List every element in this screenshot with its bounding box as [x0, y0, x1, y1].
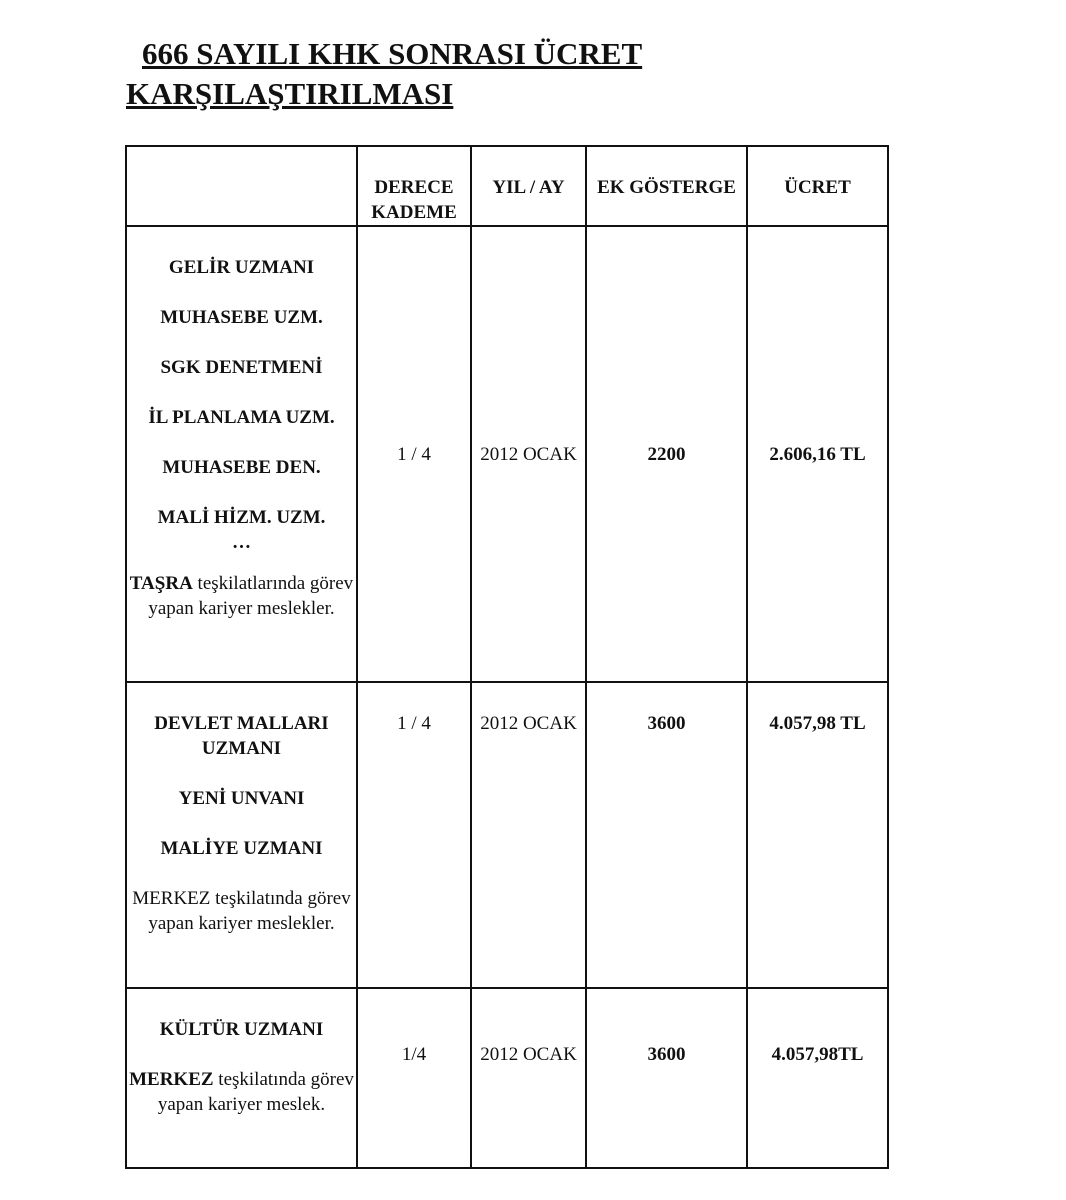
- row-note: [127, 571, 356, 621]
- yil-ay-cell: 2012 OCAK: [471, 682, 586, 988]
- position-name: MALİYE UZMANI: [160, 838, 323, 859]
- row-note: [127, 1067, 356, 1117]
- header-derece-kademe: DERECE KADEME: [357, 146, 471, 226]
- note-emphasis: MERKEZ: [132, 888, 211, 909]
- table-header-row: [126, 146, 888, 226]
- positions-cell: [126, 988, 357, 1168]
- position-name: GELİR UZMANI: [168, 257, 315, 278]
- comparison-table: [125, 145, 889, 1169]
- position-name: SGK DENETMENİ: [160, 357, 323, 378]
- yil-ay-cell: 2012 OCAK: [471, 988, 586, 1168]
- derece-cell: 1/4: [357, 988, 471, 1168]
- header-ek-gosterge: EK GÖSTERGE: [586, 146, 747, 226]
- positions-cell: [126, 682, 357, 988]
- ucret-cell: 4.057,98 TL: [747, 682, 888, 988]
- ek-gosterge-cell: 3600: [586, 682, 747, 988]
- position-name: MALİ HİZM. UZM.: [157, 507, 326, 528]
- header-ucret: ÜCRET: [747, 146, 888, 226]
- table-row: [126, 988, 888, 1168]
- ucret-cell: 2.606,16 TL: [747, 226, 888, 682]
- yil-ay-cell: 2012 OCAK: [471, 226, 586, 682]
- ek-gosterge-cell: 3600: [586, 988, 747, 1168]
- position-name: YENİ UNVANI: [178, 788, 305, 809]
- title-line-1: 666 SAYILI KHK SONRASI ÜCRET: [142, 36, 643, 71]
- position-name: MUHASEBE DEN.: [162, 457, 321, 478]
- position-name: DEVLET MALLARI UZMANI: [154, 713, 329, 759]
- note-text: teşkilatında görev yapan kariyer meslek.: [157, 1069, 354, 1115]
- header-yil-ay: YIL / AY: [471, 146, 586, 226]
- ucret-cell: 4.057,98TL: [747, 988, 888, 1168]
- table-row: [126, 682, 888, 988]
- note-emphasis: TAŞRA: [129, 573, 193, 594]
- note-text: teşkilatında görev yapan kariyer meslekler.: [148, 888, 351, 934]
- page-title: [126, 34, 766, 114]
- derece-cell: 1 / 4: [357, 226, 471, 682]
- header-empty-cell: [126, 146, 357, 226]
- position-name: MUHASEBE UZM.: [160, 307, 323, 328]
- position-name: İL PLANLAMA UZM.: [148, 407, 335, 428]
- row-note: [127, 886, 356, 936]
- ek-gosterge-cell: 2200: [586, 226, 747, 682]
- ellipsis: …: [232, 532, 251, 553]
- table-row: [126, 226, 888, 682]
- position-name: KÜLTÜR UZMANI: [159, 1019, 324, 1040]
- note-text: teşkilatlarında görev yapan kariyer meslekler.: [148, 573, 354, 619]
- positions-cell: [126, 226, 357, 682]
- derece-cell: 1 / 4: [357, 682, 471, 988]
- note-emphasis: MERKEZ: [129, 1069, 214, 1090]
- title-line-2: KARŞILAŞTIRILMASI: [126, 76, 454, 111]
